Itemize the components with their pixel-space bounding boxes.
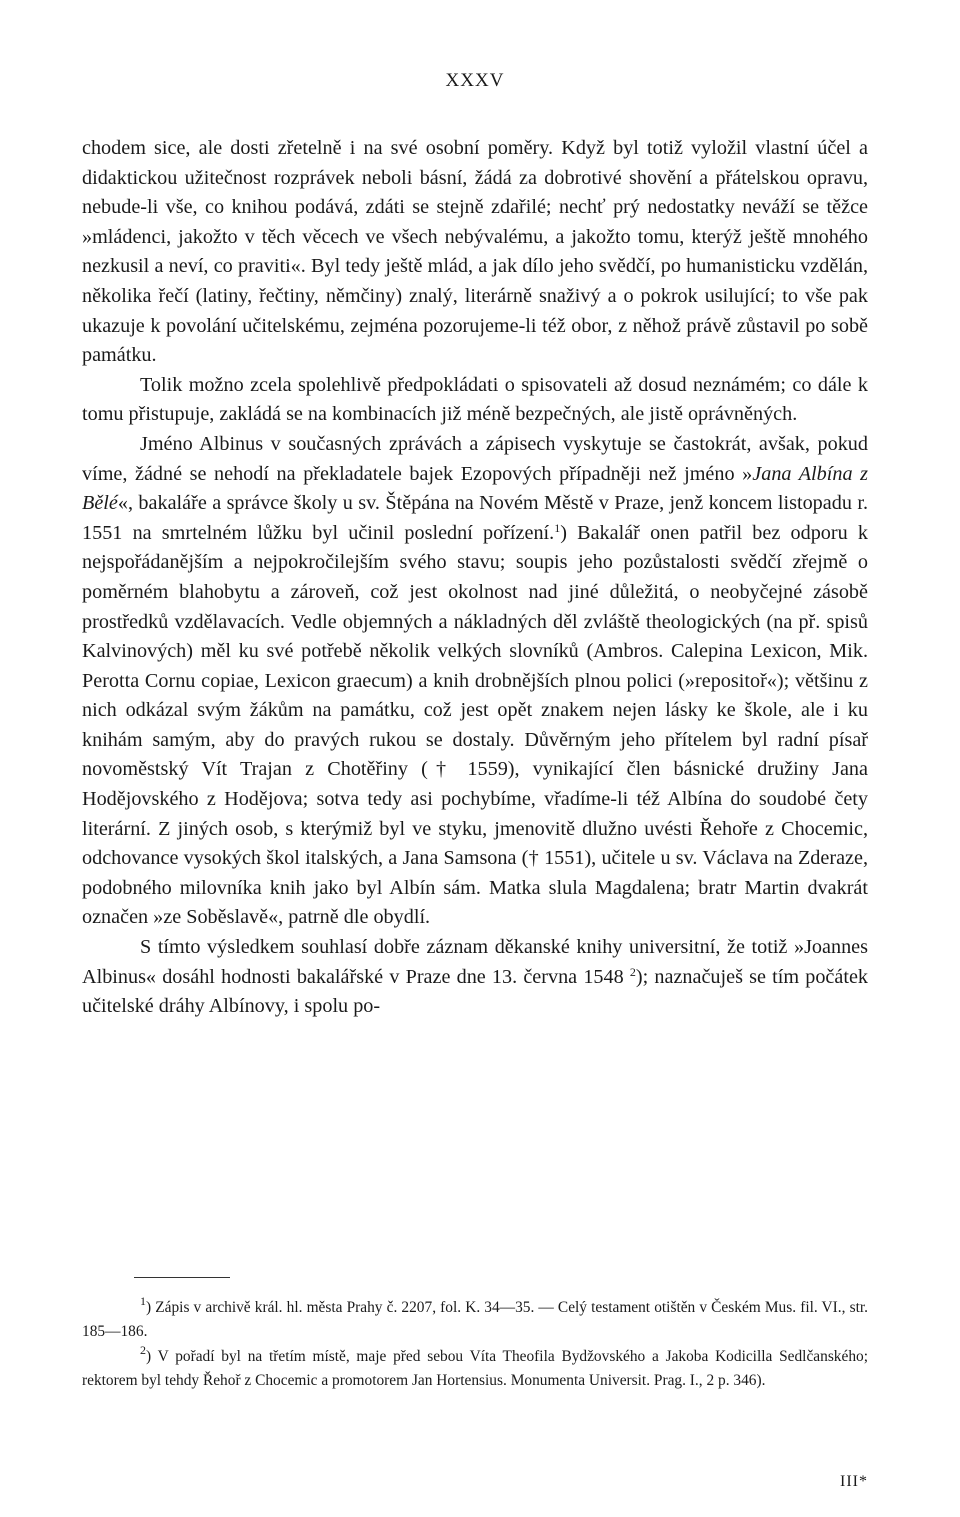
paragraph-2: Tolik možno zcela spolehlivě předpokládati o spisovateli až dosud neznámém; co dále k tomu přistupuje, zakládá se na kombinacích již méně bezpečných, ale jistě oprávněných. [82,373,868,426]
paragraph-4 [82,933,868,1022]
paragraph-3-italic-name: Jana Albína z Bělé [82,462,868,515]
footnotes [82,1296,868,1394]
footnote-divider [134,1277,230,1278]
paragraph-3-text-after: ) Bakalář onen patřil bez odporu k nejspořádanějším a nejpokročilejším svého stavu; soupis jeho pozůstalosti svědčí zřejmě o poměrném blahobytu a zároveň, což jest okolnost nad jiné důležitá, o neobyčejné zásobě prostředků vzdělavacích. Vedle objemných a nákladných děl zvláště theologických (na př. spisů Kalvinových) měl ku své potřebě několik velkých slovníků (Ambros. Calepina Lexicon, Mik. Perotta Cornu copiae, Lexicon graecum) a knih drobnějších plnou polici (»repositoř«); většinu z nich odkázal svým žákům na památku, což jest opět znakem nejen lásky ke škole, ale i ku knihám samým, aby do pravých rukou se dostaly. Důvěrným jeho přítelem byl radní písař novoměstský Vít Trajan z Chotěřiny († 1559), vynikající člen básnické družiny Jana Hodějovského z Hodějova; sotva tedy asi pochybíme, vřadíme-li též Albína do soudobé čety literární. Z jiných osob, s kterýmiž byl ve styku, jmenovitě dlužno uvésti Řehoře z Chocemic, odchovance vysokých škol italských, a Jana Samsona († 1551), učitele u sv. Václava na Zderaze, podobného milovníka knih jako byl Albín sám. Matka slula Magdalena; bratr Martin dvakrát označen »ze Soběslavě«, patrně dle obydlí. [82,521,868,929]
footnote-ref-1: 1 [554,520,561,535]
footnote-text: ) V pořadí byl na třetím místě, maje před sebou Víta Theofila Bydžovského a Jakoba Kodicilla Sedlčanského; rektorem byl tehdy Řehoř z Chocemic a promotorem Jan Hortensius. Monumenta Universit. Prag. I., 2 p. 346). [82,1347,868,1390]
body-text [82,134,868,1022]
paragraph-1: chodem sice, ale dosti zřetelně i na své osobní poměry. Když byl totiž vyložil vlastní účel a didaktickou užitečnost rozprávek neboli básní, žádá za dobrotivé shovění a přátelskou opravu, nebude-li vše, co knihou podává, zdáti se stejně zdařilé; nechť prý nedostatky neváží se těžce »mládenci, jakožto v těch věcech ve všech nebývalému, a jakožto tomu, kterýž ještě mnohého nezkusil a neví, co praviti«. Byl tedy ještě mlád, a jak dílo jeho svědčí, po humanisticku vzdělán, několika řečí (latiny, řečtiny, němčiny) znalý, literárně snaživý a o pokrok usilující; to vše pak ukazuje k povolání učitelskému, zejména pozorujeme-li též obor, z něhož právě zůstavil po sobě památku. [82,137,868,367]
signature-mark: III* [840,1473,868,1490]
paragraph-4-text-after: ); naznačuješ se tím počátek učitelské dráhy Albínovy, i spolu po- [82,965,869,1018]
footnote-mark: 1 [140,1294,146,1308]
paragraph-4-text-before: S tímto výsledkem souhlasí dobře záznam děkanské knihy universitní, že totiž »Joannes Albinus« dosáhl hodnosti bakalářské v Praze dne 13. června 1548 [82,936,868,988]
page-number: XXXV [445,70,505,91]
footnote-1 [82,1296,868,1345]
paragraph-3-text-mid: «, bakaláře a správce školy u sv. Štěpána na Novém Městě v Praze, jenž koncem listopadu r. 1551 na smrtelném lůžku byl učinil poslední pořízení. [82,492,868,544]
paragraph-3 [82,430,868,933]
footnote-mark: 2 [140,1342,146,1357]
paragraph-3-text-before: Jméno Albinus v současných zprávách a zápisech vyskytuje se častokrát, avšak, pokud víme, žádné se nehodí na překladatele bajek Ezopových případněji než jméno » [82,432,868,485]
footnote-2 [82,1342,868,1394]
footnote-ref-2: 2 [629,964,636,979]
footnote-text: ) Zápis v archivě král. hl. města Prahy č. 2207, fol. K. 34—35. — Celý testament otištěn v Českém Mus. fil. VI., str. 185—186. [82,1299,868,1341]
